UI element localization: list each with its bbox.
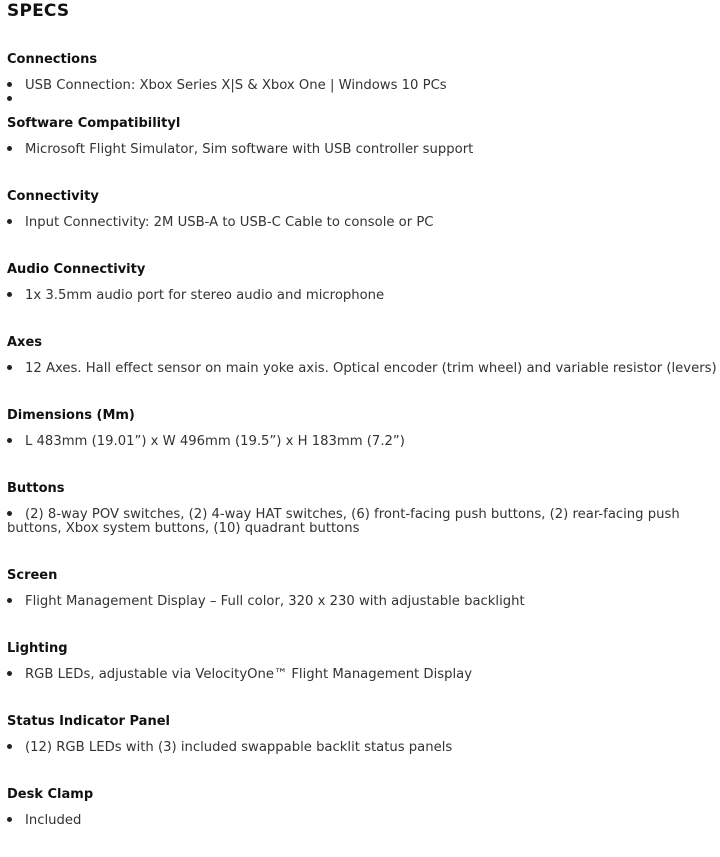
section-heading-audio-connectivity: Audio Connectivity bbox=[7, 262, 146, 277]
spec-item-input-connectivity: Input Connectivity: 2M USB-A to USB-C Cable to console or PC bbox=[7, 216, 719, 230]
bullet-icon bbox=[7, 671, 12, 676]
spec-item-software: Microsoft Flight Simulator, Sim software with USB controller support bbox=[7, 143, 719, 157]
bullet-icon bbox=[7, 146, 12, 151]
spec-item-usb-connection: USB Connection: Xbox Series X|S & Xbox One | Windows 10 PCs bbox=[7, 79, 719, 93]
section-heading-screen: Screen bbox=[7, 568, 58, 583]
bullet-icon bbox=[7, 96, 12, 101]
spec-item-screen: Flight Management Display – Full color, 320 x 230 with adjustable backlight bbox=[7, 595, 719, 609]
spec-item-lighting: RGB LEDs, adjustable via VelocityOne™ Flight Management Display bbox=[7, 668, 719, 682]
bullet-icon bbox=[7, 365, 12, 370]
section-heading-connectivity: Connectivity bbox=[7, 189, 99, 204]
spec-item-desk-clamp: Included bbox=[7, 814, 719, 828]
section-heading-buttons: Buttons bbox=[7, 481, 65, 496]
bullet-icon bbox=[7, 598, 12, 603]
section-heading-lighting: Lighting bbox=[7, 641, 68, 656]
spec-item-audio-port: 1x 3.5mm audio port for stereo audio and microphone bbox=[7, 289, 719, 303]
bullet-icon bbox=[7, 292, 12, 297]
spec-item-dimensions: L 483mm (19.01”) x W 496mm (19.5”) x H 183mm (7.2”) bbox=[7, 435, 719, 449]
bullet-icon bbox=[7, 219, 12, 224]
section-heading-desk-clamp: Desk Clamp bbox=[7, 787, 94, 802]
bullet-icon bbox=[7, 438, 12, 443]
spec-item-buttons: (2) 8-way POV switches, (2) 4-way HAT switches, (6) front-facing push buttons, (2) rear-facing push buttons, Xbox system buttons, (10) quadrant buttons bbox=[7, 507, 680, 536]
section-heading-dimensions: Dimensions (Mm) bbox=[7, 408, 135, 423]
spec-item-axes: 12 Axes. Hall effect sensor on main yoke axis. Optical encoder (trim wheel) and variable resistor (levers) bbox=[7, 362, 719, 376]
bullet-icon bbox=[7, 511, 12, 516]
section-heading-status-indicator-panel: Status Indicator Panel bbox=[7, 714, 170, 729]
bullet-icon bbox=[7, 817, 12, 822]
section-heading-axes: Axes bbox=[7, 335, 43, 350]
section-heading-connections: Connections bbox=[7, 52, 98, 67]
bullet-icon bbox=[7, 744, 12, 749]
spec-item-status-panel: (12) RGB LEDs with (3) included swappable backlit status panels bbox=[7, 741, 719, 755]
bullet-icon bbox=[7, 82, 12, 87]
section-heading-software-compatibility: Software Compatibilityl bbox=[7, 116, 181, 131]
page-title: SPECS bbox=[7, 1, 70, 21]
